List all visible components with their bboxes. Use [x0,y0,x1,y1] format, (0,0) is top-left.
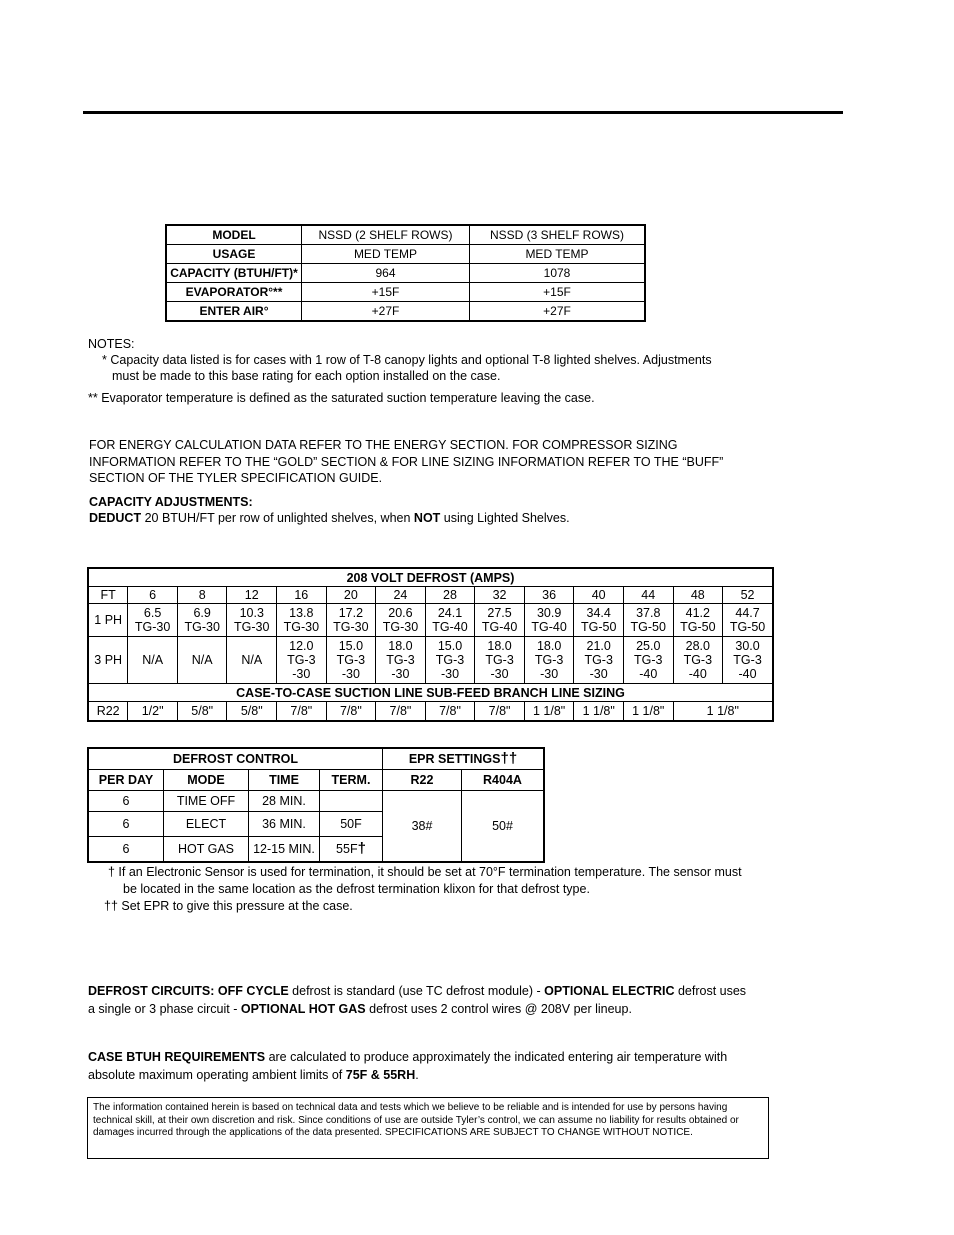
header-cell: MODE [164,770,249,791]
cell-line: TG-30 [382,620,419,634]
table-cell: 50F [320,812,383,837]
dagger-notes [104,864,748,915]
cell-line: N/A [142,653,164,667]
amps-3ph-cell [227,637,277,684]
r22-cell: 1 1/8" [623,702,673,722]
table-row [166,245,645,264]
table-cell: HOT GAS [164,837,249,863]
header-cell: TIME [249,770,320,791]
not-label: NOT [413,511,441,525]
table-row [88,702,773,722]
r22-cell: 7/8" [277,702,327,722]
cell-line: 10.3 [239,606,264,620]
amps-3ph-cell [277,637,327,684]
defrost-amps-table [87,567,774,722]
cell-line: TG-40 [432,620,468,634]
table-cell: 6 [88,837,164,863]
ft-cell: 8 [177,587,227,604]
table-cell: MED TEMP [470,245,646,264]
defrost-control-title: DEFROST CONTROL [88,748,383,770]
amps-1ph-cell [524,604,574,637]
table-cell: 1078 [470,264,646,283]
ft-cell: 6 [128,587,178,604]
capacity-adjustments-title: CAPACITY ADJUSTMENTS: [89,495,253,509]
cell-line: TG-40 [531,620,567,634]
table-row [166,283,645,302]
r22-cell: 1 1/8" [574,702,624,722]
cell-line: TG-3 [485,653,514,667]
ft-cell: 36 [524,587,574,604]
amps-1ph-cell [128,604,178,637]
ft-cell: 12 [227,587,277,604]
note-evaporator: ** Evaporator temperature is defined as the saturated suction temperature leaving the case. [88,391,595,405]
cell-line: N/A [191,653,213,667]
epr-dagger: †† [500,750,518,767]
row-label: CAPACITY (BTUH/FT)* [166,264,302,283]
btuh-limits: 75F & 55RH [345,1068,416,1082]
cell-line: 30.0 [735,639,760,653]
amps-3ph-cell [326,637,376,684]
cell-line: TG-3 [534,653,564,667]
subfeed-title: CASE-TO-CASE SUCTION LINE SUB-FEED BRANCH LINE SIZING [88,684,773,702]
r22-cell: 5/8" [227,702,277,722]
row-label: R22 [88,702,128,722]
amps-3ph-cell [475,637,525,684]
cell-line: TG-50 [630,620,666,634]
cell-line: TG-40 [481,620,518,634]
r22-cell: 7/8" [475,702,525,722]
amps-1ph-cell [326,604,376,637]
cell-line: 44.7 [735,606,760,620]
capacity-adjustments [89,494,729,526]
table-row [88,637,773,684]
table-cell [320,791,383,812]
header-cell: NSSD (3 SHELF ROWS) [470,225,646,245]
table-row [88,604,773,637]
table-cell [320,837,383,863]
cell-line: 13.8 [289,606,314,620]
header-cell: R404A [462,770,545,791]
amps-3ph-cell [723,637,773,684]
ft-cell: 16 [277,587,327,604]
optional-electric-label: OPTIONAL ELECTRIC [544,984,675,998]
amps-1ph-cell [227,604,277,637]
cell-line: -30 [540,667,559,681]
table-cell: +27F [470,302,646,322]
cell-line: TG-3 [386,653,415,667]
r22-cell: 1/2" [128,702,178,722]
epr-title-text: EPR SETTINGS [408,752,501,766]
cell-line: TG-50 [580,620,617,634]
table-row [88,791,544,812]
amps-3ph-cell [524,637,574,684]
cell-line: -30 [440,667,460,681]
epr-r22-value: 38# [383,791,462,863]
table-cell: 28 MIN. [249,791,320,812]
cell-line: 28.0 [685,639,710,653]
cell-line: -30 [292,667,311,681]
energy-reference-text: FOR ENERGY CALCULATION DATA REFER TO THE ENERGY SECTION. FOR COMPRESSOR SIZING INFORMATION REFER TO THE “GOLD” SECTION & FOR LINE SIZING INFORMATION REFER TO THE “BUFF” SECTION OF THE TYLER SPECIFICATION GUIDE. [89,438,724,485]
table-cell: 964 [302,264,470,283]
cell-line: TG-3 [584,653,613,667]
row-label: FT [88,587,128,604]
amps-1ph-cell [723,604,773,637]
cell-line: TG-3 [287,653,316,667]
cell-line: TG-3 [435,653,465,667]
cell-line: 34.4 [586,606,611,620]
table-cell: +15F [302,283,470,302]
btuh-text-end: . [415,1068,419,1082]
cell-line: N/A [241,653,263,667]
ft-cell: 52 [723,587,773,604]
btuh-text: are calculated to produce approximately the indicated entering air temperature with absolute maximum operating ambient limits of [88,1050,728,1082]
dagger-note-epr: †† Set EPR to give this pressure at the case. [104,899,353,913]
cell-line: TG-50 [729,620,766,634]
row-label: 3 PH [88,637,128,684]
cell-line: TG-30 [333,620,369,634]
cell-line: 30.9 [536,606,562,620]
deduct-text-end: using Lighted Shelves. [440,511,570,525]
cell-line: 12.0 [289,639,314,653]
ft-cell: 48 [673,587,723,604]
ft-cell: 20 [326,587,376,604]
table-row [166,302,645,322]
amps-table-title: 208 VOLT DEFROST (AMPS) [88,568,773,587]
amps-1ph-cell [177,604,227,637]
ft-cell: 32 [475,587,525,604]
cell-line: 20.6 [388,606,413,620]
r22-cell: 1 1/8" [524,702,574,722]
table-cell: MED TEMP [302,245,470,264]
table-cell: 36 MIN. [249,812,320,837]
table-cell: 12-15 MIN. [249,837,320,863]
model-table [165,224,646,322]
table-cell: 6 [88,812,164,837]
amps-3ph-cell [177,637,227,684]
table-row [88,587,773,604]
ft-cell: 28 [425,587,475,604]
table-row [166,225,645,245]
cell-line: -30 [589,667,608,681]
amps-1ph-cell [425,604,475,637]
deduct-text: 20 BTUH/FT per row of unlighted shelves, when [141,511,414,525]
table-cell: TIME OFF [164,791,249,812]
header-cell: NSSD (2 SHELF ROWS) [302,225,470,245]
cell-line: TG-30 [184,620,220,634]
epr-r404a-value: 50# [462,791,545,863]
table-cell: +27F [302,302,470,322]
ft-cell: 24 [376,587,426,604]
cell-line: 21.0 [586,639,611,653]
cell-line: 18.0 [487,639,512,653]
cell-line: 18.0 [388,639,413,653]
circuits-text: defrost is standard (use TC defrost module) - [288,984,545,998]
cell-line: TG-30 [234,620,270,634]
amps-1ph-cell [673,604,723,637]
notes-section [88,336,728,406]
dagger-note-sensor: † If an Electronic Sensor is used for termination, it should be set at 70°F termination temperature. The sensor must be located in the same location as the defrost termination klixon for that defrost type. [108,865,742,896]
cell-line: 27.5 [487,606,512,620]
defrost-circuits-text [88,982,748,1018]
cell-line: 18.0 [536,639,562,653]
r22-cell: 7/8" [425,702,475,722]
cell-line: 6.5 [143,606,162,620]
cell-line: TG-30 [134,620,171,634]
amps-3ph-cell [425,637,475,684]
r22-cell: 7/8" [376,702,426,722]
cell-line: -40 [738,667,757,681]
table-cell: ELECT [164,812,249,837]
amps-3ph-cell [623,637,673,684]
cell-line: 41.2 [685,606,710,620]
cell-line: -30 [490,667,509,681]
ft-cell: 40 [574,587,624,604]
amps-1ph-cell [376,604,426,637]
cell-line: 24.1 [437,606,463,620]
table-cell: 6 [88,791,164,812]
amps-1ph-cell [623,604,673,637]
cell-line: TG-3 [336,653,366,667]
capacity-adjustments-text [89,510,729,526]
r22-cell: 7/8" [326,702,376,722]
defrost-control-table [87,747,545,863]
row-label: ENTER AIR° [166,302,302,322]
ft-cell: 44 [623,587,673,604]
term-dagger: † [357,840,366,857]
header-cell: MODEL [166,225,302,245]
circuits-text: defrost uses 2 control wires @ 208V per lineup. [365,1002,632,1016]
amps-1ph-cell [277,604,327,637]
row-label: USAGE [166,245,302,264]
circuits-label: DEFROST CIRCUITS: OFF CYCLE [88,984,289,998]
term-value: 55F [336,842,358,856]
notes-title: NOTES: [88,337,135,351]
cell-line: 25.0 [636,639,661,653]
amps-1ph-cell [475,604,525,637]
table-row [166,264,645,283]
cell-line: 15.0 [437,639,463,653]
cell-line: TG-3 [634,653,663,667]
cell-line: 17.2 [338,606,364,620]
r22-cell: 5/8" [177,702,227,722]
cell-line: -40 [688,667,707,681]
cell-line: -30 [391,667,410,681]
header-cell: TERM. [320,770,383,791]
cell-line: 15.0 [338,639,364,653]
cell-line: 6.9 [193,606,211,620]
cell-line: 37.8 [636,606,661,620]
top-rule [83,111,843,114]
deduct-label: DEDUCT [89,511,142,525]
amps-3ph-cell [128,637,178,684]
header-cell: R22 [383,770,462,791]
amps-3ph-cell [376,637,426,684]
cell-line: TG-50 [680,620,716,634]
table-cell: +15F [470,283,646,302]
case-btuh-text [88,1048,748,1084]
header-cell: PER DAY [88,770,164,791]
amps-3ph-cell [574,637,624,684]
cell-line: TG-30 [283,620,320,634]
cell-line: -40 [639,667,658,681]
disclaimer-box: The information contained herein is based on technical data and tests which we believe to be reliable and is intended for use by persons having technical skill, at their own discretion and risk. Since conditions of use are outside Tyler’s control, we can assume no liability for results obtained or damages incurred through the applications of the data presented. SPECIFICATIONS ARE SUBJECT TO CHANGE WITHOUT NOTICE. [87,1097,769,1159]
epr-settings-title [383,748,545,770]
cell-line: -30 [341,667,360,681]
optional-hot-gas-label: OPTIONAL HOT GAS [240,1002,366,1016]
note-capacity: * Capacity data listed is for cases with 1 row of T-8 canopy lights and optional T-8 lighted shelves. Adjustments must be made to this base rating for each option installed on the case. [102,353,712,383]
row-label: EVAPORATOR°** [166,283,302,302]
circuits-text: defrost uses a single or 3 phase circuit - [88,984,747,1016]
r22-cell: 1 1/8" [673,702,773,722]
cell-line: TG-3 [733,653,762,667]
amps-3ph-cell [673,637,723,684]
btuh-label: CASE BTUH REQUIREMENTS [88,1050,266,1064]
row-label: 1 PH [88,604,128,637]
amps-1ph-cell [574,604,624,637]
cell-line: TG-3 [683,653,713,667]
